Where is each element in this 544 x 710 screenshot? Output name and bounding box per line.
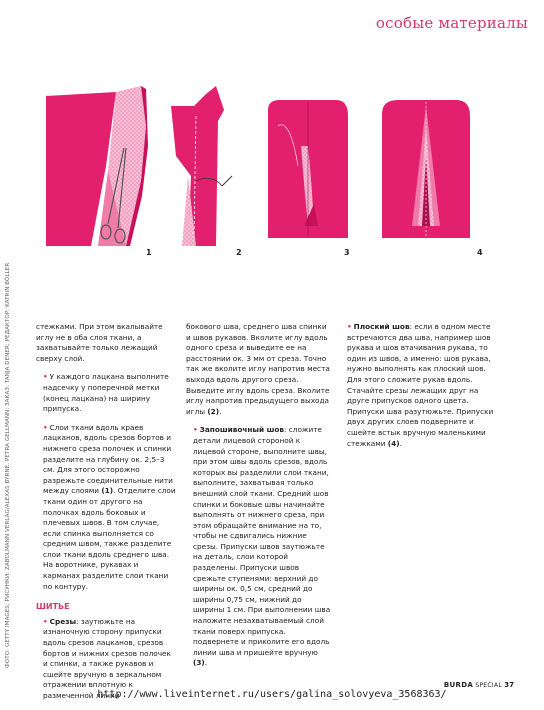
page-footer (444, 681, 514, 689)
footer-brand: BURDA (443, 681, 474, 689)
figure-2-hand-seam (171, 86, 232, 246)
photo-credits (3, 262, 13, 670)
bullet-icon: • (193, 425, 198, 435)
text-column-2 (186, 322, 332, 677)
bullet-paragraph: • Плоский шов: если в одном месте встречаются два шва, например шов рукава и шов втачивания рукава, то один из швов, а именно: шов рукава, нужно выполнять как плоский шов. Для этого сложите рукав вдоль. Стачайте срезы лежащих друг на друге припусков одного цвета. Припуски шва разутюжьте. Припуски двух других слоев подверните и сшейте встык вручную маленькими стежками (4). (347, 322, 494, 448)
bullet-icon: • (43, 616, 48, 626)
bullet-paragraph: • Запошивочный шов: сложите детали лицевой стороной к лицевой стороне, выполните швы, при этом швы вдоль срезов, вдоль которых вы разделили слои ткани, выполните, захватывая только внешний слой ткани. Средний шов спинки и боковые швы начинайте выполнять от нижнего среза, при этом обращайте внимание на то, чтобы не сдвигались нижние срезы. Припуски швов заутюжьте на деталь, слои которой разделены. Припуски швов срежьте ступенями: верхний до ширины ок. 0,5 см, средний до ширины 0,75 см, нижний до ширины 1 см. При выполнении шва наложите незахватываемый слой ткани поверх припуска. подвернете и приколите его вдоль линии шва и пришейте вручную (3). (193, 425, 331, 668)
figure-label-3: 3 (344, 248, 350, 257)
section-heading: ШИТЬЕ (36, 602, 70, 612)
figure-3-bound-seam (268, 100, 348, 238)
bullet-icon: • (43, 422, 48, 432)
text-column-1 (36, 322, 176, 710)
figure-label-1: 1 (146, 248, 152, 257)
footer-special: SPECIAL (475, 682, 503, 689)
bullet-paragraph: • Слои ткани вдоль краев лацканов, вдоль срезов бортов и нижнего среза полочек и спинки разделите на глубину ок. 2,5–3 см. Для этого осторожно разрежьте соединительные нити между слоями (1). Отделите слои ткани один от другого на полочках вдоль боковых и плечевых швов. В том случае, если спинка выполняется со средним швом, также разделите слои ткани вдоль среднего шва. На воротнике, рукавах и карманах разделите слои ткани по контуру. (43, 422, 176, 591)
page-number: 37 (504, 681, 514, 689)
text-column-3 (340, 322, 500, 457)
sewing-illustrations (46, 86, 516, 256)
section-title: особые материалы (375, 14, 528, 32)
paragraph: стежками. При этом вкалывайте иглу не в оба слоя ткани, а захватывайте только лежащий сверху слой. (36, 322, 163, 363)
photo-credits-text: ФОТО: GETTY IMAGES; РИСУНКИ: ZABOLMANN VERLAG/ALEXAS BYRNE, PETRA GELLMANN; ЗАКАЗ: TANJA DENER; РЕДАКТОР: KATRIN BÖLLER (5, 262, 11, 668)
figure-1-split-layers (46, 86, 148, 246)
source-url-watermark: http://www.liveinternet.ru/users/galina_solovyeva_3568363/ (97, 689, 447, 700)
bullet-paragraph: • У каждого лацкана выполните надсечку у поперечной метки (конец лацкана) на ширину припуска. (43, 372, 169, 414)
bullet-icon: • (43, 372, 48, 382)
figure-4-flat-seam (382, 100, 470, 238)
bullet-paragraph: • Срезы: заутюжьте на изнаночную сторону припуски вдоль срезов лацканов, срезов бортов и нижних срезов полочек и спинки, а также рукавов и сшейте вручную в зеркальном отражении вплотную к размеченной линии (43, 616, 171, 700)
figure-label-4: 4 (477, 248, 483, 257)
paragraph: бокового шва, среднего шва спинки и швов рукавов. Вколите иглу вдоль одного среза и выведите ее на расстоянии ок. 3 мм от среза. Точно так же вколите иглу напротив места выхода вдоль другого среза. Выведите иглу вдоль среза. Вколите иглу напротив предыдущего выхода иглы (2). (186, 322, 330, 416)
figure-label-2: 2 (236, 248, 242, 257)
bullet-icon: • (347, 322, 352, 331)
